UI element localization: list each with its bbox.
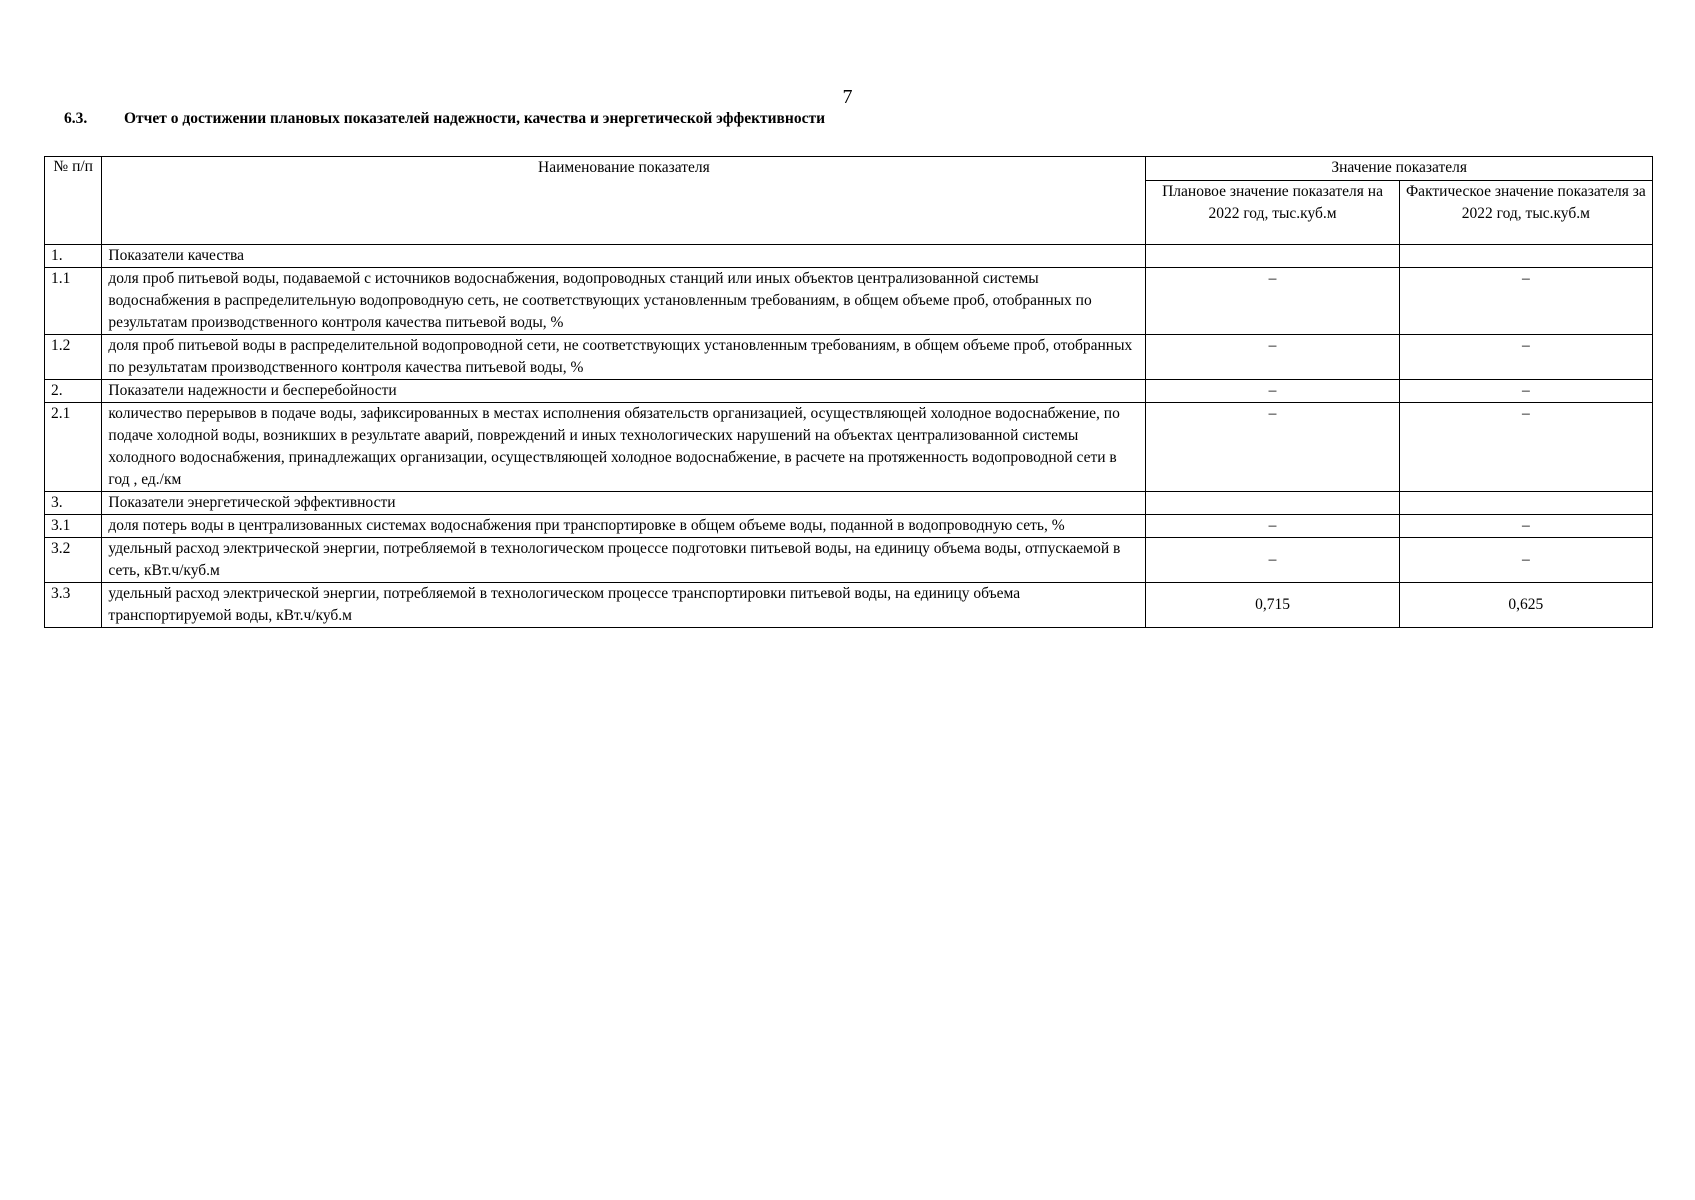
row-plan [1146,492,1399,515]
row-number: 1. [45,245,102,268]
row-plan: – [1146,515,1399,538]
row-fact: 0,625 [1399,583,1652,628]
row-number: 3.1 [45,515,102,538]
row-plan: – [1146,335,1399,380]
row-number: 3.3 [45,583,102,628]
row-number: 3.2 [45,538,102,583]
row-name: доля проб питьевой воды в распределительной водопроводной сети, не соответствующих установленным требованиям, в общем объеме проб, отобранных по результатам производственного контроля качества питьевой воды, % [102,335,1146,380]
table-row [45,380,1653,403]
row-name: удельный расход электрической энергии, потребляемой в технологическом процессе подготовки питьевой воды, на единицу объема воды, отпускаемой в сеть, кВт.ч/куб.м [102,538,1146,583]
row-fact: – [1399,268,1652,335]
row-plan: – [1146,403,1399,492]
section-number: 6.3. [64,110,88,127]
header-fact: Фактическое значение показателя за 2022 год, тыс.куб.м [1399,181,1652,245]
row-name: Показатели качества [102,245,1146,268]
header-num: № п/п [45,157,102,245]
row-plan: – [1146,380,1399,403]
table-row [45,538,1653,583]
table-row [45,268,1653,335]
section-heading [64,110,825,128]
table-row [45,335,1653,380]
header-group: Значение показателя [1146,157,1653,181]
row-plan: – [1146,268,1399,335]
table-row [45,245,1653,268]
row-number: 2. [45,380,102,403]
row-fact: – [1399,335,1652,380]
page-number: 7 [842,86,853,108]
header-plan: Плановое значение показателя на 2022 год, тыс.куб.м [1146,181,1399,245]
header-name: Наименование показателя [102,157,1146,245]
table-row [45,403,1653,492]
row-plan: 0,715 [1146,583,1399,628]
row-number: 1.2 [45,335,102,380]
row-number: 3. [45,492,102,515]
row-name: удельный расход электрической энергии, потребляемой в технологическом процессе транспортировки питьевой воды, на единицу объема транспортируемой воды, кВт.ч/куб.м [102,583,1146,628]
table-row [45,515,1653,538]
row-name: доля потерь воды в централизованных системах водоснабжения при транспортировке в общем объеме воды, поданной в водопроводную сеть, % [102,515,1146,538]
row-number: 1.1 [45,268,102,335]
row-fact [1399,492,1652,515]
row-fact: – [1399,403,1652,492]
section-title: Отчет о достижении плановых показателей надежности, качества и энергетической эффективности [124,110,826,127]
row-number: 2.1 [45,403,102,492]
row-plan [1146,245,1399,268]
table-row [45,583,1653,628]
row-name: Показатели надежности и бесперебойности [102,380,1146,403]
row-name: Показатели энергетической эффективности [102,492,1146,515]
row-fact: – [1399,380,1652,403]
row-name: доля проб питьевой воды, подаваемой с источников водоснабжения, водопроводных станций или иных объектов централизованной системы водоснабжения в распределительную водопроводную сеть, не соответствующих установленным требованиям, в общем объеме проб, отобранных по результатам производственного контроля качества питьевой воды, % [102,268,1146,335]
row-fact: – [1399,515,1652,538]
table-row [45,492,1653,515]
row-plan: – [1146,538,1399,583]
row-name: количество перерывов в подаче воды, зафиксированных в местах исполнения обязательств организацией, осуществляющей холодное водоснабжение, по подаче холодной воды, возникших в результате аварий, повреждений и иных технологических нарушений на объектах централизованной системы холодного водоснабжения, принадлежащих организации, осуществляющей холодное водоснабжение, в расчете на протяженность водопроводной сети в год , ед./км [102,403,1146,492]
row-fact: – [1399,538,1652,583]
indicators-table [44,156,1653,628]
row-fact [1399,245,1652,268]
